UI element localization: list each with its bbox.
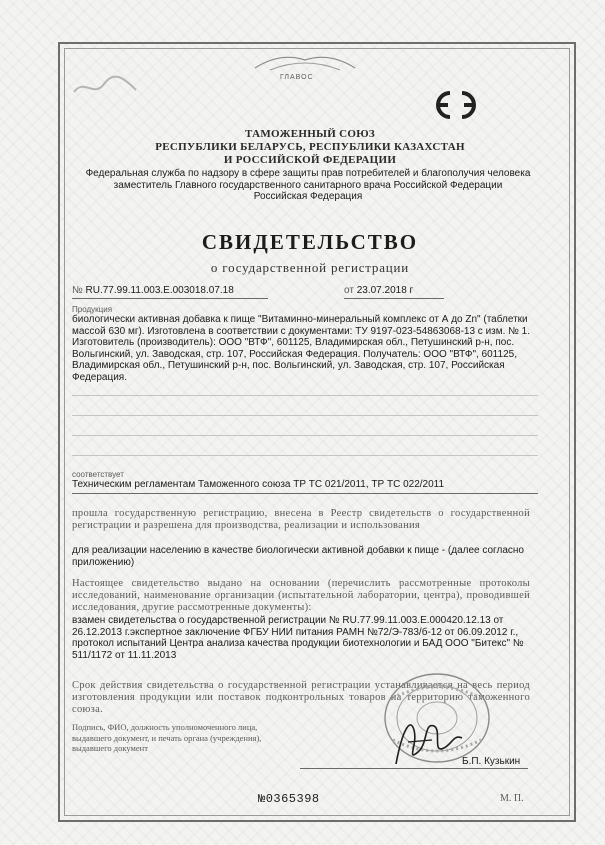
- signatory-label-line-1: Подпись, ФИО, должность уполномоченного лица,: [72, 722, 258, 732]
- conformity-mark-icon: [428, 88, 484, 122]
- serial-number: №0365398: [258, 792, 320, 806]
- union-line-2: РЕСПУБЛИКИ БЕЛАРУСЬ, РЕСПУБЛИКИ КАЗАХСТАН: [155, 141, 465, 153]
- certificate-date: 23.07.2018 г: [356, 285, 414, 296]
- validity-text: Срок действия свидетельства о государственной регистрации устанавливается на весь период изготовления продукции или поставок подконтрольных товаров на территорию таможенного союза.: [72, 680, 530, 715]
- number-prefix: №: [72, 285, 83, 296]
- signature-icon: [388, 712, 468, 770]
- union-line-1: ТАМОЖЕННЫЙ СОЮЗ: [244, 128, 376, 140]
- basis-documents-text: взамен свидетельства о государственной регистрации № RU.77.99.11.003.Е.000420.12.13 от 26.12.2013 г.экспертное заключение ФГБУ НИИ питания РАМН №72/Э-783/б-12 от 06.09.2012 г., протокол испытаний Центра анализа качества продукции биотехнологии и БАД ООО "Битекс" № 511/1172 от 11.11.2013: [72, 615, 524, 661]
- certificate-number: RU.77.99.11.003.Е.003018.07.18: [85, 285, 234, 296]
- product-label: Продукция: [72, 305, 113, 314]
- signatory-label-line-2: выдавшего документ, и печать органа (учреждения),: [72, 732, 262, 743]
- date-prefix: от: [344, 285, 354, 296]
- compliance-text: Техническим регламентам Таможенного союза ТР ТС 021/2011, ТР ТС 022/2011: [72, 479, 445, 490]
- watermark-icon: [70, 74, 150, 100]
- certificate-title: СВИДЕТЕЛЬСТВО: [201, 230, 419, 254]
- certificate-subtitle: о государственной регистрации: [210, 260, 410, 275]
- basis-printed-text: Настоящее свидетельство выдано на основании (перечислить рассмотренные протоколы исследований, наименование организации (испытательной лаборатории, центра), проводившей исследования, другие рассмотренные документы):: [72, 578, 530, 613]
- agency-line-2: заместитель Главного государственного санитарного врача Российской Федерации: [113, 179, 503, 191]
- certificate-number-row: [72, 285, 234, 296]
- union-line-3: И РОССИЙСКОЙ ФЕДЕРАЦИИ: [223, 154, 397, 166]
- compliance-label: соответствует: [72, 470, 124, 479]
- stamp-place: М. П.: [500, 793, 524, 804]
- registration-printed-text: прошла государственную регистрацию, внесена в Реестр свидетельств о государственной регистрации и разрешена для производства, реализации и использования: [72, 508, 530, 531]
- signatory-label: [72, 722, 292, 754]
- usage-text: для реализации населению в качестве биологически активной добавки к пище - (далее согласно приложению): [72, 545, 524, 568]
- union-title: [90, 128, 530, 167]
- certificate-date-row: [344, 285, 413, 296]
- signatory-label-line-3: выдавшего документ: [72, 743, 148, 753]
- publisher-mark: ГЛАВОС: [280, 74, 314, 81]
- product-description: биологически активная добавка к пище "Витаминно-минеральный комплекс от А до Zn" (таблетки массой 630 мг). Изготовлена в соответствии с документами: ТУ 9197-023-54863068-13 с изм. № 1. Изготовитель (производитель): ООО "ВТФ", 601125, Владимирская обл., Петушинский р-н, пос. Вольгинский, ул. Заводская, стр. 107, Российская Федерация. Получатель: ООО "ВТФ", 601125, Владимирская обл., Петушинский р-н, пос. Вольгинский, ул. Заводская, стр. 107, Российская Федерация.: [72, 314, 531, 383]
- agency-line-3: Российская Федерация: [253, 191, 363, 202]
- emblem-icon: [250, 50, 360, 72]
- agency-block: [68, 168, 548, 203]
- agency-line-1: Федеральная служба по надзору в сфере защиты прав потребителей и благополучия человека: [85, 168, 531, 179]
- signatory-name: Б.П. Кузькин: [462, 756, 521, 767]
